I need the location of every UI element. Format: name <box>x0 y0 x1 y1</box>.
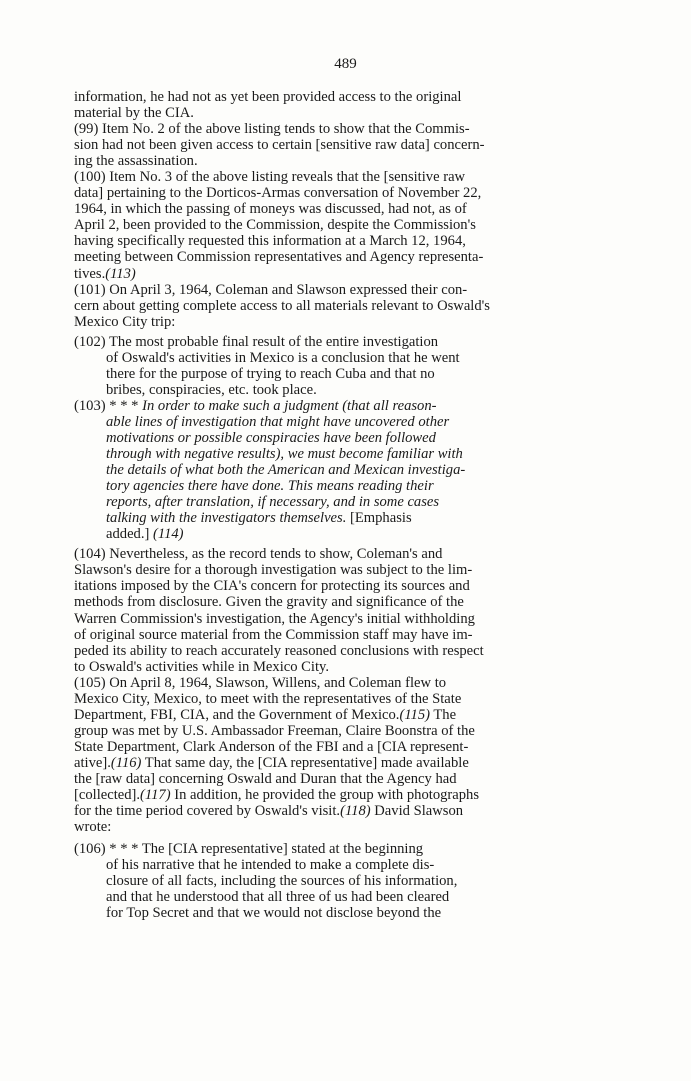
text-line: having specifically requested this information at a March 12, 1964, <box>74 233 466 250</box>
text-line <box>74 430 604 446</box>
text-line <box>74 787 604 803</box>
text-line: of original source material from the Commission staff may have im- <box>74 626 473 643</box>
emphasis-text: able lines of investigation that might have uncovered other <box>106 413 450 430</box>
emphasis-text: tory agencies there have done. This means reading their <box>106 478 434 495</box>
line-text: In addition, he provided the group with photographs <box>170 787 480 804</box>
text-line: (99) Item No. 2 of the above listing tends to show that the Commis- <box>74 121 470 138</box>
text-line: cern about getting complete access to all materials relevant to Oswald's <box>74 297 490 314</box>
text-line: and that he understood that all three of us had been cleared <box>106 889 450 906</box>
text-line: Mexico City, Mexico, to meet with the representatives of the State <box>74 690 462 707</box>
paragraph-continuation <box>74 89 604 121</box>
line-text: added.] <box>106 526 154 543</box>
footnote-ref: (114) <box>153 526 184 543</box>
text-line: group was met by U.S. Ambassador Freeman, Claire Boonstra of the <box>74 722 475 739</box>
emphasis-text: In order to make such a judgment (that all reason- <box>142 397 437 414</box>
quote-102 <box>74 334 604 398</box>
quote-106 <box>74 841 604 921</box>
footnote-ref: (113) <box>105 265 136 282</box>
text-line: Slawson's desire for a thorough investigation was subject to the lim- <box>74 562 473 579</box>
emphasis-text: reports, after translation, if necessary, and in some cases <box>106 494 440 511</box>
text-line: (100) Item No. 3 of the above listing reveals that the [sensitive raw <box>74 169 466 186</box>
text-line: itations imposed by the CIA's concern for protecting its sources and <box>74 578 470 595</box>
text-line <box>74 266 604 282</box>
text-line <box>74 526 604 542</box>
text-line <box>74 707 604 723</box>
text-line: of Oswald's activities in Mexico is a conclusion that he went <box>106 349 460 366</box>
text-line <box>74 462 604 478</box>
text-line: the [raw data] concerning Oswald and Duran that the Agency had <box>74 770 457 787</box>
emphasis-text: through with negative results), we must become familiar with <box>106 446 463 463</box>
text-line: data] pertaining to the Dorticos-Armas conversation of November 22, <box>74 185 482 202</box>
text-line: ing the assassination. <box>74 153 198 170</box>
text-line: (102) The most probable final result of the entire investigation <box>74 333 439 350</box>
text-line: 1964, in which the passing of moneys was discussed, had not, as of <box>74 201 467 218</box>
text-line: bribes, conspiracies, etc. took place. <box>106 381 317 398</box>
text-line: there for the purpose of trying to reach Cuba and that no <box>106 365 435 382</box>
paragraph-101 <box>74 282 604 330</box>
footnote-ref: (116) <box>110 754 142 771</box>
paragraph-100 <box>74 169 604 281</box>
text-line: to Oswald's activities while in Mexico City. <box>74 658 330 675</box>
text-line: Warren Commission's investigation, the Agency's initial withholding <box>74 610 475 627</box>
text-line: (105) On April 8, 1964, Slawson, Willens, and Coleman flew to <box>74 674 447 691</box>
paragraph-105 <box>74 675 604 835</box>
line-text: tives. <box>74 265 106 282</box>
page-number: 489 <box>334 56 357 72</box>
line-text: Department, FBI, CIA, and the Government of Mexico. <box>74 706 400 723</box>
footnote-ref: (118) <box>340 803 371 820</box>
footnote-ref: (115) <box>399 706 430 723</box>
text-line: (106) * * * The [CIA representative] stated at the beginning <box>74 841 424 858</box>
emphasis-text: the details of what both the American and Mexican investiga- <box>106 462 466 479</box>
text-line: for Top Secret and that we would not disclose beyond the <box>106 905 442 922</box>
line-text: The <box>429 706 457 723</box>
body-text <box>74 89 604 921</box>
paragraph-104 <box>74 546 604 674</box>
text-line: of his narrative that he intended to make a complete dis- <box>106 857 435 874</box>
emphasis-text: motivations or possible conspiracies have been followed <box>106 429 436 446</box>
text-line: April 2, been provided to the Commission, despite the Commission's <box>74 217 476 234</box>
text-line <box>74 414 604 430</box>
text-line: (101) On April 3, 1964, Coleman and Slawson expressed their con- <box>74 281 468 298</box>
text-line: Mexico City trip: <box>74 313 176 330</box>
line-text: for the time period covered by Oswald's visit. <box>74 803 341 820</box>
text-line <box>74 398 604 414</box>
line-text: David Slawson <box>370 803 464 820</box>
text-line: sion had not been given access to certain [sensitive raw data] concern- <box>74 137 485 154</box>
text-line: material by the CIA. <box>74 105 194 122</box>
text-line: (104) Nevertheless, as the record tends to show, Coleman's and <box>74 546 443 563</box>
text-line: methods from disclosure. Given the gravity and significance of the <box>74 594 464 611</box>
text-line <box>74 755 604 771</box>
text-line: State Department, Clark Anderson of the FBI and a [CIA represent- <box>74 738 469 755</box>
line-text: [collected]. <box>74 787 141 804</box>
emphasis-text: talking with the investigators themselves. <box>106 510 347 527</box>
text-line: information, he had not as yet been provided access to the original <box>74 89 462 105</box>
text-line <box>74 494 604 510</box>
quote-103 <box>74 398 604 542</box>
line-text: [Emphasis <box>346 510 412 527</box>
paragraph-99 <box>74 121 604 169</box>
text-line: peded its ability to reach accurately reasoned conclusions with respect <box>74 642 484 659</box>
line-text: ative]. <box>74 754 111 771</box>
text-line <box>74 510 604 526</box>
text-line: closure of all facts, including the sources of his information, <box>106 873 458 890</box>
text-line <box>74 446 604 462</box>
text-line: meeting between Commission representatives and Agency representa- <box>74 249 484 266</box>
text-line: wrote: <box>74 819 112 836</box>
text-line <box>74 478 604 494</box>
line-prefix: (103) * * * <box>74 397 143 414</box>
text-line <box>74 803 604 819</box>
line-text: That same day, the [CIA representative] made available <box>141 754 469 771</box>
footnote-ref: (117) <box>140 787 171 804</box>
